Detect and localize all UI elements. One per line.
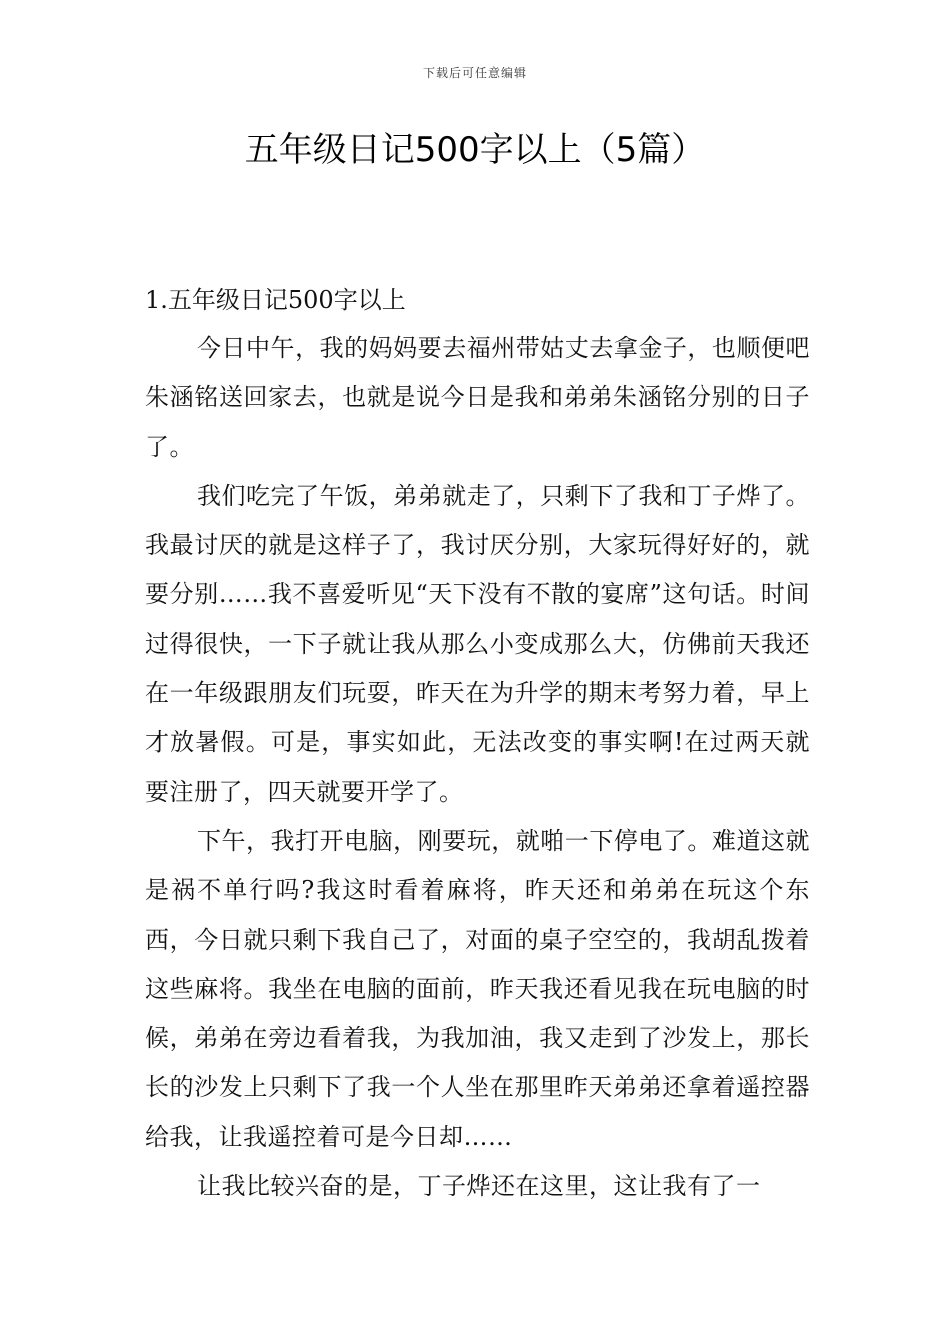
document-body — [145, 276, 810, 1211]
paragraph-2: 我们吃完了午饭，弟弟就走了，只剩下了我和丁子烨了。我最讨厌的就是这样子了，我讨厌分别，大家玩得好好的，就要分别……我不喜爱听见“天下没有不散的宴席”这句话。时间过得很快，一下子就让我从那么小变成那么大，仿佛前天我还在一年级跟朋友们玩耍，昨天在为升学的期末考努力着，早上才放暑假。可是，事实如此，无法改变的事实啊!在过两天就要注册了，四天就要开学了。 — [145, 481, 810, 806]
section-heading: 1.五年级日记500字以上 — [145, 286, 406, 314]
paragraph-4: 让我比较兴奋的是，丁子烨还在这里，这让我有了一 — [197, 1172, 761, 1201]
paragraph-1: 今日中午，我的妈妈要去福州带姑丈去拿金子，也顺便吧朱涵铭送回家去，也就是说今日是我和弟弟朱涵铭分别的日子了。 — [145, 334, 810, 461]
header-note: 下载后可任意编辑 — [422, 66, 527, 80]
document-title: 五年级日记500字以上（5篇） — [244, 130, 706, 170]
paragraph-3: 下午，我打开电脑，刚要玩，就啪一下停电了。难道这就是祸不单行吗?我这时看着麻将，昨天还和弟弟在玩这个东西，今日就只剩下我自己了，对面的桌子空空的，我胡乱拨着这些麻将。我坐在电脑的面前，昨天我还看见我在玩电脑的时候，弟弟在旁边看着我，为我加油，我又走到了沙发上，那长长的沙发上只剩下了我一个人坐在那里昨天弟弟还拿着遥控器给我，让我遥控着可是今日却…… — [145, 826, 810, 1151]
